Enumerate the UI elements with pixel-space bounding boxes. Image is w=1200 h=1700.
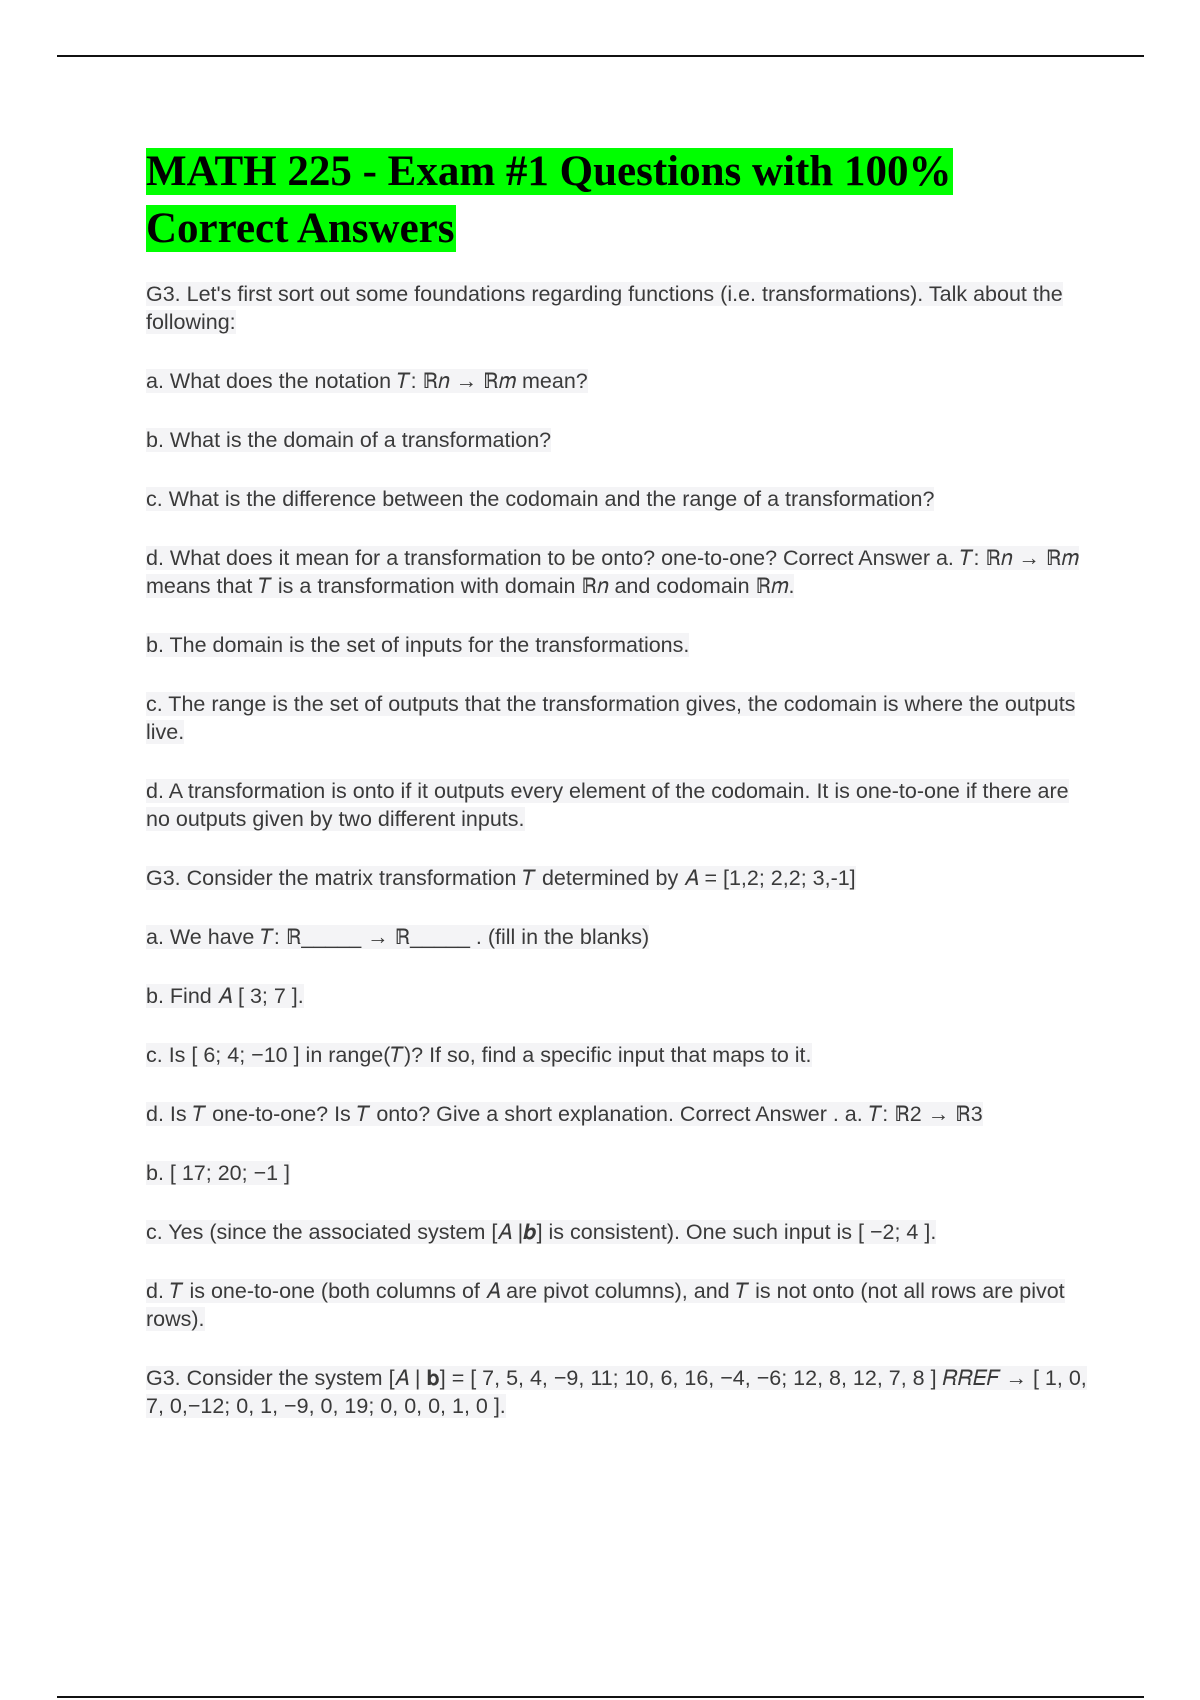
answer-c [146, 689, 1091, 747]
answer-c-consistent [146, 1217, 1091, 1247]
paragraph-text: b. Find 𝐴 [ 3; 7 ]. [146, 984, 304, 1008]
answer-b [146, 630, 1091, 660]
paragraph-text: G3. Consider the system [𝐴 | 𝐛] = [ 7, 5, 4, −9, 11; 10, 6, 16, −4, −6; 12, 8, 12, 7, 8 ] 𝑅𝑅𝐸𝐹 → [ 1, 0, 7, 0,−12; 0, 1, −9, 0, 19; 0, 0, 0, 1, 0 ]. [146, 1366, 1087, 1418]
question-c [146, 484, 1091, 514]
paragraph-text: b. What is the domain of a transformation? [146, 428, 552, 452]
question-d-onto [146, 1099, 1091, 1129]
paragraph-text: G3. Consider the matrix transformation 𝑇 determined by 𝐴 = [1,2; 2,2; 3,-1] [146, 866, 856, 890]
bottom-rule [57, 1696, 1144, 1698]
paragraph-text: c. Yes (since the associated system [𝐴 |𝒃] is consistent). One such input is [ −2; 4 ]. [146, 1220, 937, 1244]
question-d-with-answer [146, 543, 1091, 601]
paragraph-text: a. What does the notation 𝑇: ℝ𝑛 → ℝ𝑚 mean? [146, 369, 588, 393]
paragraph-text: d. What does it mean for a transformation to be onto? one-to-one? Correct Answer a. 𝑇: ℝ𝑛 → ℝ𝑚 means that 𝑇 is a transformation with domain ℝ𝑛 and codomain ℝ𝑚. [146, 546, 1079, 598]
answer-d [146, 776, 1091, 834]
paragraph-text: b. The domain is the set of inputs for the transformations. [146, 633, 690, 657]
paragraph-text: G3. Let's first sort out some foundations regarding functions (i.e. transformations). Talk about the following: [146, 282, 1063, 334]
paragraph-text: c. What is the difference between the codomain and the range of a transformation? [146, 487, 935, 511]
paragraph-text: d. 𝑇 is one-to-one (both columns of 𝐴 are pivot columns), and 𝑇 is not onto (not all rows are pivot rows). [146, 1279, 1065, 1331]
paragraph-text: c. The range is the set of outputs that the transformation gives, the codomain is where the outputs live. [146, 692, 1076, 744]
question-c-range [146, 1040, 1091, 1070]
paragraph-text: c. Is [ 6; 4; −10 ] in range(𝑇)? If so, find a specific input that maps to it. [146, 1043, 812, 1067]
question-a-fill [146, 922, 1091, 952]
question-g3-matrix [146, 863, 1091, 893]
question-b-find [146, 981, 1091, 1011]
paragraph-text: a. We have 𝑇: ℝ_____ → ℝ_____ . (fill in the blanks) [146, 925, 650, 949]
question-b [146, 425, 1091, 455]
answer-d-pivot [146, 1276, 1091, 1334]
answer-b-vector [146, 1158, 1091, 1188]
document-body [146, 143, 1091, 1421]
title-line-1: MATH 225 - Exam #1 Questions with 100% [146, 148, 952, 195]
title-line-2: Correct Answers [146, 205, 455, 252]
top-rule [57, 55, 1144, 57]
question-g3-system [146, 1363, 1091, 1421]
paragraph-text: b. [ 17; 20; −1 ] [146, 1161, 291, 1185]
question-a [146, 366, 1091, 396]
paragraph-text: d. A transformation is onto if it outputs every element of the codomain. It is one-to-one if there are no outputs given by two different inputs. [146, 779, 1069, 831]
document-title [146, 143, 1091, 257]
question-g3-intro [146, 279, 1091, 337]
paragraph-text: d. Is 𝑇 one-to-one? Is 𝑇 onto? Give a short explanation. Correct Answer . a. 𝑇: ℝ2 → ℝ3 [146, 1102, 983, 1126]
